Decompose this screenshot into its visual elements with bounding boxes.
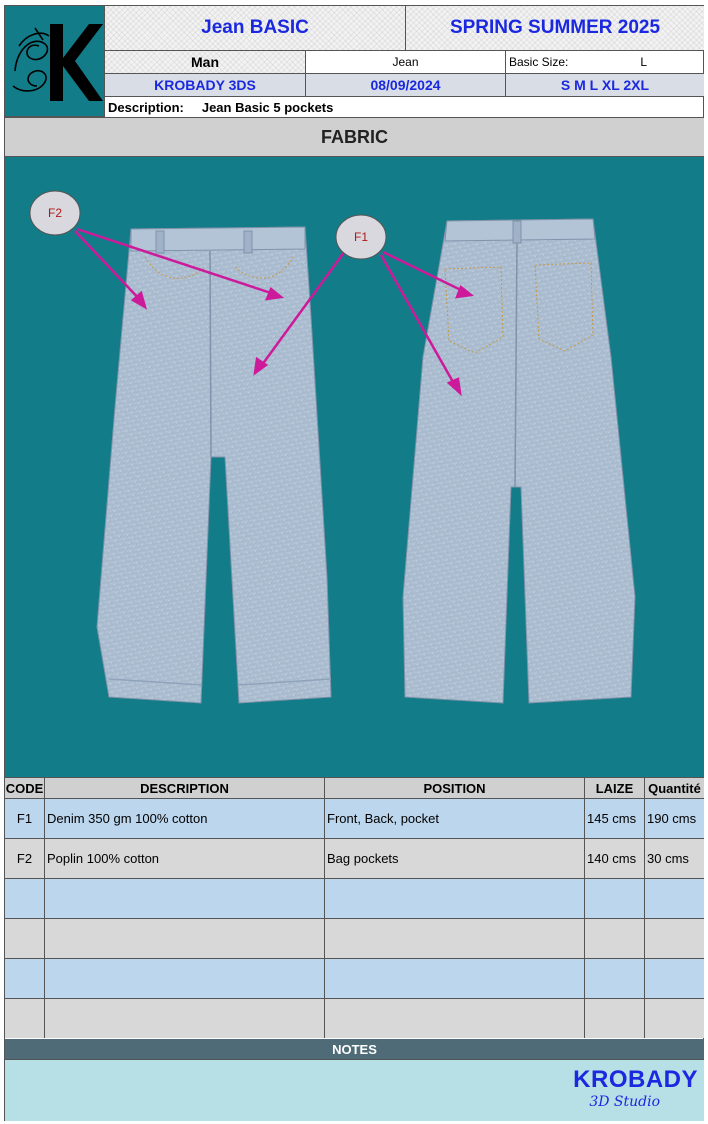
cell-laize xyxy=(585,999,645,1038)
section-title: FABRIC xyxy=(5,117,704,157)
table-row xyxy=(5,838,704,878)
callout-f2 xyxy=(30,191,80,235)
table-header xyxy=(5,777,704,798)
season-label: SPRING SUMMER 2025 xyxy=(405,6,704,51)
cell-position xyxy=(325,919,585,958)
tech-sheet xyxy=(4,5,704,1121)
cell-laize: 140 cms xyxy=(585,839,645,878)
cell-code xyxy=(5,879,45,918)
notes-area xyxy=(5,1059,704,1121)
header-quantite: Quantité xyxy=(648,780,701,796)
header-position: POSITION xyxy=(325,778,585,798)
cell-description: Denim 350 gm 100% cotton xyxy=(45,799,325,838)
date-cell: 08/09/2024 xyxy=(305,74,505,97)
header-laize: LAIZE xyxy=(585,778,645,798)
header-description: DESCRIPTION xyxy=(45,778,325,798)
callout-f1-label: F1 xyxy=(353,230,369,244)
description-label: Description: xyxy=(108,99,184,115)
cell-description xyxy=(45,879,325,918)
cell-laize xyxy=(585,919,645,958)
logo-swirl-icon xyxy=(13,28,49,91)
cell-laize xyxy=(585,959,645,998)
cell-position xyxy=(325,999,585,1038)
cell-quantite: 190 cms xyxy=(647,811,697,826)
product-title: Jean BASIC xyxy=(105,6,405,51)
callout-f1 xyxy=(336,215,386,259)
table-row xyxy=(5,878,704,918)
cell-position: Front, Back, pocket xyxy=(325,799,585,838)
basic-size-value: L xyxy=(640,55,648,69)
header-code: CODE xyxy=(5,778,45,798)
garment-illustration xyxy=(5,157,704,777)
back-jeans-view xyxy=(403,219,635,703)
description-row xyxy=(105,97,704,117)
cell-description: Poplin 100% cotton xyxy=(45,839,325,878)
cell-description xyxy=(45,999,325,1038)
footer-brand-logo: KROBADY xyxy=(573,1066,698,1093)
cell-description xyxy=(45,959,325,998)
basic-size-label: Basic Size: xyxy=(509,55,569,69)
callout-f2-label: F2 xyxy=(47,206,63,220)
cell-quantite xyxy=(645,919,704,958)
table-row xyxy=(5,798,704,838)
cell-position xyxy=(325,879,585,918)
brand-cell: KROBADY 3DS xyxy=(105,74,305,97)
cell-code xyxy=(5,919,45,958)
cell-laize xyxy=(585,879,645,918)
table-row xyxy=(5,958,704,998)
logo-k-icon xyxy=(50,24,103,101)
cell-quantite: 30 cms xyxy=(647,851,689,866)
fabric-table xyxy=(5,777,704,1038)
cell-code: F2 xyxy=(5,839,45,878)
cell-position xyxy=(325,959,585,998)
cell-quantite xyxy=(645,879,704,918)
basic-size-cell xyxy=(505,51,704,74)
description-value: Jean Basic 5 pockets xyxy=(201,99,334,115)
cell-laize: 145 cms xyxy=(585,799,645,838)
brand-logo xyxy=(5,6,105,117)
cell-code xyxy=(5,999,45,1038)
gender-cell: Man xyxy=(105,51,305,74)
cell-description xyxy=(45,919,325,958)
table-row xyxy=(5,998,704,1038)
sizes-cell: S M L XL 2XL xyxy=(505,74,704,97)
front-jeans-view xyxy=(97,227,331,703)
cell-position: Bag pockets xyxy=(325,839,585,878)
footer-studio-label: 3D Studio xyxy=(589,1094,660,1110)
cell-code xyxy=(5,959,45,998)
cell-code: F1 xyxy=(5,799,45,838)
cell-quantite xyxy=(645,999,704,1038)
category-cell: Jean xyxy=(305,51,505,74)
notes-title: NOTES xyxy=(5,1039,704,1059)
cell-quantite xyxy=(645,959,704,998)
table-row xyxy=(5,918,704,958)
